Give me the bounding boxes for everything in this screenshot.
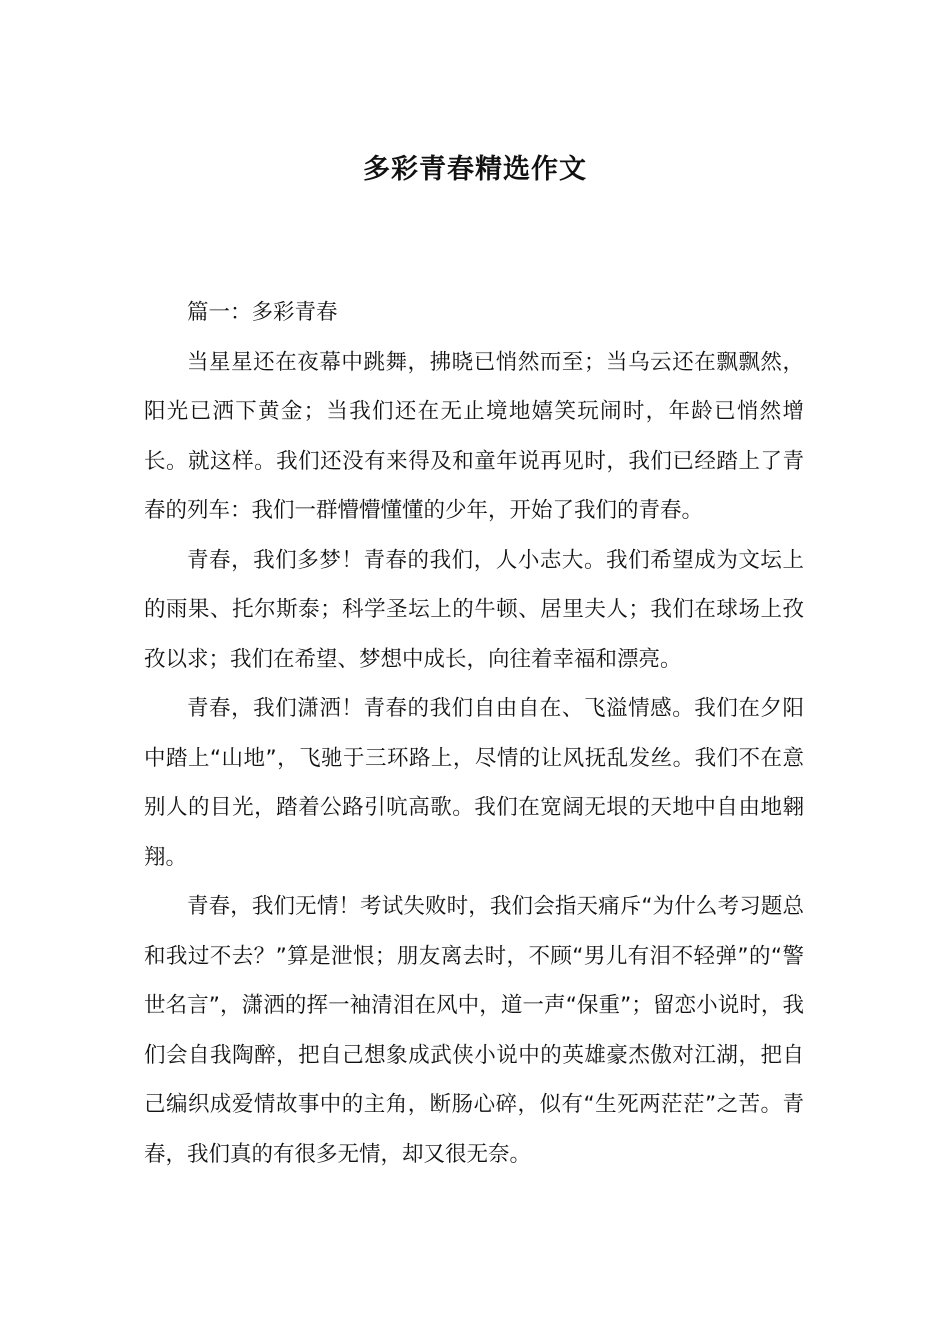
paragraph-1: 当星星还在夜幕中跳舞，拂晓已悄然而至；当乌云还在飘飘然，阳光已洒下黄金；当我们还在无止境地嬉笑玩闹时，年龄已悄然增长。就这样。我们还没有来得及和童年说再见时，我们已经踏上了青春的列车：我们一群懵懵懂懂的少年，开始了我们的青春。	[144, 349, 804, 523]
document-title: 多彩青春精选作文	[363, 154, 587, 185]
paragraph-3: 青春，我们潇洒！青春的我们自由自在、飞溢情感。我们在夕阳中踏上“山地”，飞驰于三环路上，尽情的让风抚乱发丝。我们不在意别人的目光，踏着公路引吭高歌。我们在宽阔无垠的天地中自由地翱翔。	[144, 696, 804, 870]
document-body	[144, 288, 804, 1179]
paragraph-2: 青春，我们多梦！青春的我们，人小志大。我们希望成为文坛上的雨果、托尔斯泰；科学圣坛上的牛顿、居里夫人；我们在球场上孜孜以求；我们在希望、梦想中成长，向往着幸福和漂亮。	[144, 547, 804, 672]
paragraph-4: 青春，我们无情！考试失败时，我们会指天痛斥“为什么考习题总和我过不去？”算是泄恨；朋友离去时，不顾“男儿有泪不轻弹”的“警世名言”，潇洒的挥一袖清泪在风中，道一声“保重”；留恋小说时，我们会自我陶醉，把自己想象成武侠小说中的英雄豪杰傲对江湖，把自己编织成爱情故事中的主角，断肠心碎，似有“生死两茫茫”之苦。青春，我们真的有很多无情，却又很无奈。	[144, 894, 804, 1167]
section-heading: 篇一：多彩青春	[187, 300, 338, 325]
